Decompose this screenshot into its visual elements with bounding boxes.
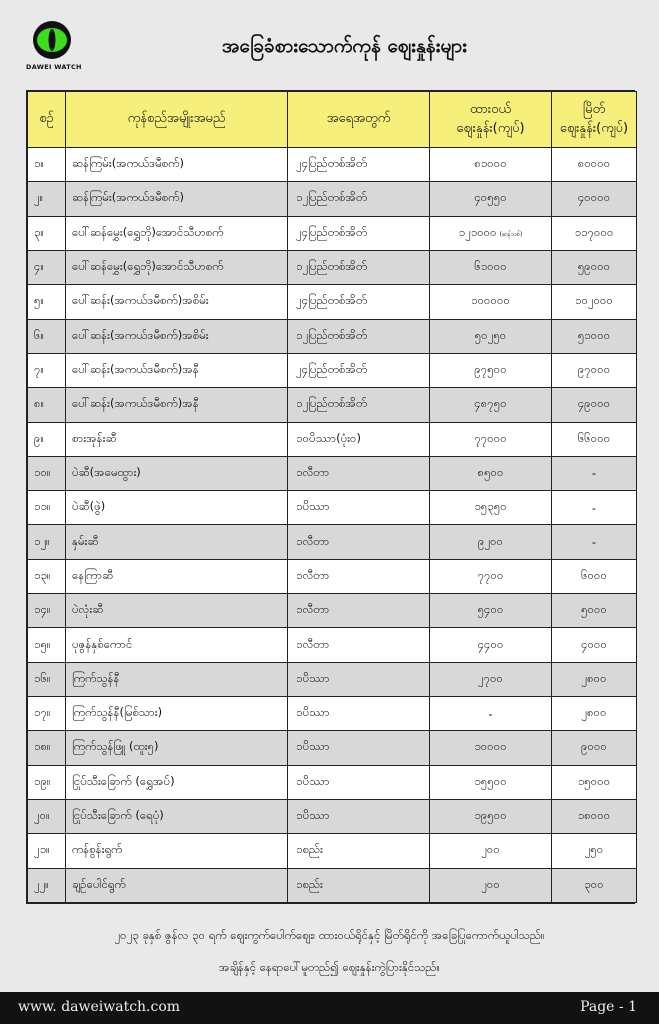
cell-no-value: ၂၀။ — [34, 808, 50, 823]
brand-name: DAWEI WATCH — [26, 63, 82, 71]
cell-wholesale — [430, 731, 552, 765]
cell-myeik-value: ၆၀၀၀ — [581, 567, 607, 582]
cell-type-value: ငြုပ်သီးခြောက် (ရွှေအပ်) — [72, 773, 175, 788]
cell-wholesale — [430, 182, 552, 216]
cell-wholesale — [430, 285, 552, 319]
table-row — [28, 491, 637, 525]
cell-wholesale — [430, 799, 552, 833]
cell-wholesale — [430, 834, 552, 868]
cell-type-value: ကြက်သွန်ဖြူ (ထူး၅) — [72, 739, 159, 754]
cell-type-value: ဆန်ကြမ်း(အကယ်ဒမီစက်) — [72, 190, 184, 205]
cell-type-value: နှမ်းဆီ — [72, 533, 99, 548]
cell-no — [28, 422, 66, 456]
cell-type-value: ပဲဆီ(အမေထွား) — [72, 464, 141, 479]
cell-wholesale — [430, 422, 552, 456]
cell-no-value: ၁၆။ — [34, 670, 51, 685]
cell-type-value: ပေါ်ဆန်း(အကယ်ဒမီစက်)အစိမ်း — [72, 293, 209, 308]
cell-unit-value: ၁၂ပြည်တစ်အိတ် — [296, 396, 368, 411]
footnote-disclaimer: အချိန်နှင့် နေရာပေါ်မူတည်၍ ဈေးနှုန်းကွဲပြားနိုင်သည်။ — [219, 960, 440, 974]
cell-wholesale — [430, 868, 552, 902]
table-row — [28, 799, 637, 833]
cell-wholesale — [430, 456, 552, 490]
cell-myeik-value: ၃၀၀ — [584, 876, 604, 891]
cell-wholesale-value: ၇၇၀၀ — [477, 567, 504, 582]
cell-type-value: နေကြာဆီ — [72, 567, 114, 582]
cell-type — [66, 559, 288, 593]
cell-no-value: ၇။ — [34, 362, 44, 377]
table-row — [28, 731, 637, 765]
cell-wholesale — [430, 216, 552, 250]
cell-type-value: ကြက်သွန်နီ(မြစ်သား) — [72, 705, 163, 720]
cell-unit — [288, 422, 430, 456]
table-row — [28, 628, 637, 662]
cell-myeik — [552, 491, 637, 525]
cell-myeik — [552, 182, 637, 216]
cell-no — [28, 285, 66, 319]
cell-wholesale-value: ၉၂၀၀ — [477, 533, 504, 548]
cell-unit — [288, 182, 430, 216]
cell-wholesale — [430, 525, 552, 559]
cell-wholesale-value: ၈၅၀၀ — [477, 464, 504, 479]
cell-no — [28, 250, 66, 284]
cell-unit — [288, 628, 430, 662]
cell-wholesale-value: ၁၅၃၅၀ — [474, 499, 507, 514]
cell-type — [66, 799, 288, 833]
cell-unit — [288, 559, 430, 593]
cell-unit — [288, 868, 430, 902]
cell-type — [66, 868, 288, 902]
header-wholesale — [430, 92, 552, 148]
cell-myeik — [552, 422, 637, 456]
cell-unit — [288, 353, 430, 387]
cell-no-value: ၁၅။ — [34, 636, 51, 651]
cell-unit-value: ၁ပိဿာ — [296, 705, 330, 720]
cell-type-value: ပေါ်ဆန်း(အကယ်ဒမီစက်)အနီ — [72, 396, 199, 411]
cell-wholesale-value: ၉၇၅၀၀ — [474, 362, 507, 377]
cell-no — [28, 731, 66, 765]
footnote-source: ၂၀၂၃ ခုနှစ် ဇွန်လ ၃၀ ရက် ဈေးကွက်ပေါက်ဈေး၊ ထားဝယ်ရိုင်နှင့် မြိတ်ရိုင်ကို အခြေပြုကောက်ယူပါသည်။ — [114, 928, 545, 942]
cell-wholesale-value: - — [488, 706, 493, 721]
cell-type — [66, 388, 288, 422]
cell-type-value: ဆန်ကြမ်း(အကယ်ဒမီစက်) — [72, 156, 184, 171]
cell-wholesale-value: ၁၅၅၀၀ — [474, 773, 507, 788]
cell-myeik-value: ၅၁၀၀၀ — [577, 327, 611, 342]
cell-no — [28, 388, 66, 422]
cell-no-value: ၆။ — [34, 327, 44, 342]
cell-wholesale-value: ၄၀၅၅၀ — [474, 190, 507, 205]
table-row — [28, 559, 637, 593]
cell-myeik-value: ၆၆၀၀၀ — [577, 430, 611, 445]
cell-myeik — [552, 456, 637, 490]
cell-unit — [288, 765, 430, 799]
cell-unit — [288, 388, 430, 422]
header-no: စဉ် — [28, 92, 66, 148]
cell-unit-value: ၁လီတာ — [296, 464, 330, 479]
cell-unit-value: ၁လီတာ — [296, 567, 330, 582]
cell-type — [66, 731, 288, 765]
cell-no — [28, 182, 66, 216]
cell-no-value: ၁၃။ — [34, 567, 51, 582]
cell-myeik-value: ၂၈၀၀ — [581, 670, 607, 685]
cell-no-value: ၁၈။ — [34, 739, 51, 754]
table-row — [28, 285, 637, 319]
table-row — [28, 388, 637, 422]
header-unit: အရေအတွက် — [288, 92, 430, 148]
cell-myeik-value: ၁၁၇၀၀၀ — [574, 224, 614, 239]
cell-myeik — [552, 765, 637, 799]
cell-wholesale-value: ၆၁၀၀၀ — [474, 259, 507, 274]
header-wholesale-line1: ထားဝယ် — [469, 102, 512, 118]
cell-unit — [288, 148, 430, 182]
cell-unit-value: ၁ပိဿာ — [296, 499, 330, 514]
table-row — [28, 216, 637, 250]
header-type: ကုန်စည်အမျိုးအမည် — [66, 92, 288, 148]
cell-myeik-value: ၅၀၀၀ — [581, 602, 607, 617]
cell-wholesale-value: ၈၁၀၀၀ — [474, 156, 507, 171]
cell-wholesale-note: (ဆန်သစ်) — [499, 230, 523, 238]
cell-type-value: ချဉ်ပေါင်ရွက် — [72, 876, 126, 891]
cell-wholesale-value: ၁၂၁၀၀၀ — [458, 224, 497, 239]
table-row — [28, 765, 637, 799]
page-number: Page - 1 — [580, 999, 637, 1015]
cell-unit — [288, 525, 430, 559]
cell-wholesale-value: ၇၇၀၀၀ — [474, 430, 507, 445]
cell-no-value: ၃။ — [34, 224, 44, 239]
cell-unit-value: ၂၄ပြည်တစ်အိတ် — [296, 293, 368, 308]
cell-myeik — [552, 628, 637, 662]
cell-unit — [288, 662, 430, 696]
brand-logo — [26, 20, 82, 80]
cell-unit-value: ၁ပိဿာ — [296, 773, 330, 788]
cell-myeik — [552, 834, 637, 868]
cell-myeik — [552, 868, 637, 902]
table-row — [28, 594, 637, 628]
table-header-row — [28, 92, 637, 148]
cell-unit-value: ၁ပိဿာ — [296, 670, 330, 685]
cell-unit — [288, 250, 430, 284]
cell-wholesale-value: ၂၀၀ — [481, 842, 500, 857]
cell-unit-value: ၁လီတာ — [296, 602, 330, 617]
cell-type-value: ပေါ်ဆန်း(အကယ်ဒမီစက်)အနီ — [72, 362, 199, 377]
page-footer — [0, 992, 659, 1024]
cell-myeik — [552, 799, 637, 833]
cell-wholesale-value: ၁၀၀၀၀၀ — [471, 293, 510, 308]
header-myeik — [552, 92, 637, 148]
cell-myeik — [552, 662, 637, 696]
cell-unit-value: ၂၄ပြည်တစ်အိတ် — [296, 362, 368, 377]
cell-myeik — [552, 148, 637, 182]
cell-unit — [288, 216, 430, 250]
cell-type — [66, 765, 288, 799]
cell-unit — [288, 456, 430, 490]
cell-myeik-value: ၁၈၀၀၀ — [577, 808, 611, 823]
cell-no — [28, 697, 66, 731]
cell-unit-value: ၁စည်း — [296, 876, 323, 891]
cell-myeik-value: ၉၀၀၀ — [581, 739, 607, 754]
cell-no — [28, 319, 66, 353]
cell-unit-value: ၂၄ပြည်တစ်အိတ် — [296, 156, 368, 171]
table-row — [28, 834, 637, 868]
cell-no — [28, 594, 66, 628]
cell-wholesale — [430, 628, 552, 662]
cell-myeik-value: - — [591, 535, 597, 550]
cell-unit — [288, 731, 430, 765]
cell-myeik — [552, 594, 637, 628]
cell-no-value: ၁၀။ — [34, 464, 51, 479]
green-eye-icon — [30, 20, 74, 60]
cell-type-value: စားအုန်းဆီ — [72, 430, 117, 445]
cell-myeik — [552, 285, 637, 319]
cell-no — [28, 216, 66, 250]
cell-no — [28, 765, 66, 799]
cell-myeik — [552, 697, 637, 731]
cell-wholesale — [430, 765, 552, 799]
cell-no — [28, 525, 66, 559]
cell-no-value: ၄။ — [34, 259, 44, 274]
cell-no — [28, 353, 66, 387]
cell-myeik-value: ၄၉၀၀၀ — [577, 396, 611, 411]
cell-wholesale — [430, 319, 552, 353]
cell-type-value: ငြုပ်သီးခြောက် (ရေပုံ) — [72, 808, 164, 823]
cell-type — [66, 456, 288, 490]
table-row — [28, 319, 637, 353]
cell-myeik-value: ၂၅၀ — [584, 842, 604, 857]
header-wholesale-line2: ဈေးနှုန်း(ကျပ်) — [456, 120, 525, 136]
table-row — [28, 422, 637, 456]
cell-unit-value: ၁၀ပိဿာ(ပုံး၀) — [296, 430, 361, 445]
cell-myeik-value: - — [591, 466, 597, 481]
cell-wholesale — [430, 559, 552, 593]
cell-myeik-value: ၁၅၀၀၀ — [577, 773, 611, 788]
cell-myeik — [552, 559, 637, 593]
table-row — [28, 868, 637, 902]
cell-no — [28, 799, 66, 833]
cell-type — [66, 697, 288, 731]
cell-type-value: ပေါ်ဆန်မွှေး(ရွှေဘို)အောင်သီဟစက် — [72, 259, 224, 274]
cell-type — [66, 250, 288, 284]
cell-unit-value: ၁လီတာ — [296, 636, 330, 651]
cell-myeik-value: - — [591, 500, 597, 515]
cell-unit — [288, 697, 430, 731]
cell-no-value: ၂။ — [34, 190, 44, 205]
cell-type-value: ပုဇွန်နှစ်ကောင် — [72, 636, 133, 651]
cell-unit-value: ၁၂ပြည်တစ်အိတ် — [296, 327, 368, 342]
cell-no-value: ၁၂။ — [34, 533, 50, 548]
cell-type — [66, 662, 288, 696]
cell-unit-value: ၁၂ပြည်တစ်အိတ် — [296, 190, 368, 205]
cell-wholesale — [430, 594, 552, 628]
cell-no-value: ၂၂။ — [34, 876, 49, 891]
cell-myeik — [552, 216, 637, 250]
cell-myeik — [552, 388, 637, 422]
cell-no-value: ၁၄။ — [34, 602, 51, 617]
cell-myeik-value: ၅၉၀၀၀ — [577, 259, 611, 274]
cell-unit-value: ၂၄ပြည်တစ်အိတ် — [296, 224, 368, 239]
cell-no-value: ၁။ — [34, 156, 44, 171]
cell-type-value: ပေါ်ဆန်း(အကယ်ဒမီစက်)အစိမ်း — [72, 327, 209, 342]
website-link[interactable]: www. daweiwatch.com — [18, 999, 181, 1015]
cell-no-value: ၅။ — [34, 293, 44, 308]
cell-myeik-value: ၈၀၀၀၀ — [577, 156, 611, 171]
cell-unit-value: ၁စည်း — [296, 842, 323, 857]
cell-unit-value: ၁၂ပြည်တစ်အိတ် — [296, 259, 368, 274]
cell-myeik-value: ၁၀၂၀၀၀ — [575, 293, 613, 308]
cell-no-value: ၁၇။ — [34, 705, 51, 720]
table-row — [28, 182, 637, 216]
cell-no — [28, 662, 66, 696]
cell-unit-value: ၁လီတာ — [296, 533, 330, 548]
cell-wholesale-value: ၁၀၀၀၀ — [474, 739, 507, 754]
cell-wholesale-value: ၅၀၂၅၀ — [474, 327, 507, 342]
table-row — [28, 697, 637, 731]
cell-type — [66, 216, 288, 250]
cell-unit — [288, 319, 430, 353]
cell-no — [28, 868, 66, 902]
cell-type-value: ကန်စွန်းရွက် — [72, 842, 123, 857]
cell-no-value: ၁၉။ — [34, 773, 51, 788]
header-myeik-line2: ဈေးနှုန်း(ကျပ်) — [559, 120, 629, 136]
cell-type-value: ကြက်သွန်နီ — [72, 670, 120, 685]
cell-myeik — [552, 319, 637, 353]
cell-no-value: ၂၁။ — [34, 842, 50, 857]
cell-no-value: ၈။ — [34, 396, 45, 411]
cell-unit-value: ၁ပိဿာ — [296, 739, 330, 754]
cell-no — [28, 628, 66, 662]
cell-type — [66, 319, 288, 353]
cell-type — [66, 422, 288, 456]
cell-type — [66, 834, 288, 868]
price-table-container — [26, 90, 635, 904]
cell-myeik-value: ၄၀၀၀ — [581, 636, 607, 651]
cell-unit — [288, 799, 430, 833]
table-row — [28, 662, 637, 696]
cell-wholesale — [430, 491, 552, 525]
cell-wholesale — [430, 353, 552, 387]
cell-type — [66, 148, 288, 182]
header-myeik-line1: မြိတ် — [582, 102, 606, 118]
cell-wholesale-value: ၂၀၀ — [481, 876, 500, 891]
cell-type — [66, 525, 288, 559]
cell-type — [66, 594, 288, 628]
table-row — [28, 353, 637, 387]
cell-wholesale — [430, 662, 552, 696]
cell-type-value: ပဲလုံးဆီ — [72, 602, 104, 617]
cell-type — [66, 353, 288, 387]
cell-no-value: ၁၁။ — [34, 499, 51, 514]
cell-unit — [288, 594, 430, 628]
cell-type — [66, 285, 288, 319]
cell-no — [28, 456, 66, 490]
cell-wholesale — [430, 250, 552, 284]
cell-myeik — [552, 250, 637, 284]
cell-no — [28, 148, 66, 182]
price-table — [27, 91, 637, 903]
cell-myeik — [552, 525, 637, 559]
cell-type — [66, 182, 288, 216]
cell-unit — [288, 285, 430, 319]
page-title: အခြေခံစားသောက်ကုန် ဈေးနှုန်းများ — [222, 35, 467, 57]
table-row — [28, 525, 637, 559]
cell-wholesale-value: ၂၇၀၀ — [477, 670, 504, 685]
cell-myeik — [552, 731, 637, 765]
cell-wholesale-value: ၄၄၀၀ — [477, 636, 504, 651]
cell-unit — [288, 491, 430, 525]
cell-no — [28, 559, 66, 593]
cell-wholesale — [430, 388, 552, 422]
cell-wholesale-value: ၁၉၅၀၀ — [474, 808, 507, 823]
cell-no — [28, 834, 66, 868]
cell-type — [66, 491, 288, 525]
cell-unit — [288, 834, 430, 868]
table-row — [28, 456, 637, 490]
cell-wholesale — [430, 148, 552, 182]
cell-wholesale-value: ၄၈၇၅၀ — [474, 396, 507, 411]
cell-type — [66, 628, 288, 662]
table-row — [28, 250, 637, 284]
cell-type-value: ပေါ်ဆန်မွှေး(ရွှေဘို)အောင်သီဟစက် — [72, 224, 224, 239]
table-row — [28, 148, 637, 182]
cell-no-value: ၉။ — [34, 430, 44, 445]
cell-no — [28, 491, 66, 525]
cell-wholesale — [430, 697, 552, 731]
cell-type-value: ပဲဆီ(ဖွဲ) — [72, 499, 106, 514]
cell-myeik-value: ၉၇၀၀၀ — [577, 362, 611, 377]
cell-myeik — [552, 353, 637, 387]
cell-myeik-value: ၄၀၀၀၀ — [577, 190, 611, 205]
cell-unit-value: ၁ပိဿာ — [296, 808, 330, 823]
cell-myeik-value: ၂၈၀၀ — [581, 705, 607, 720]
cell-wholesale-value: ၅၄၀၀ — [477, 602, 504, 617]
